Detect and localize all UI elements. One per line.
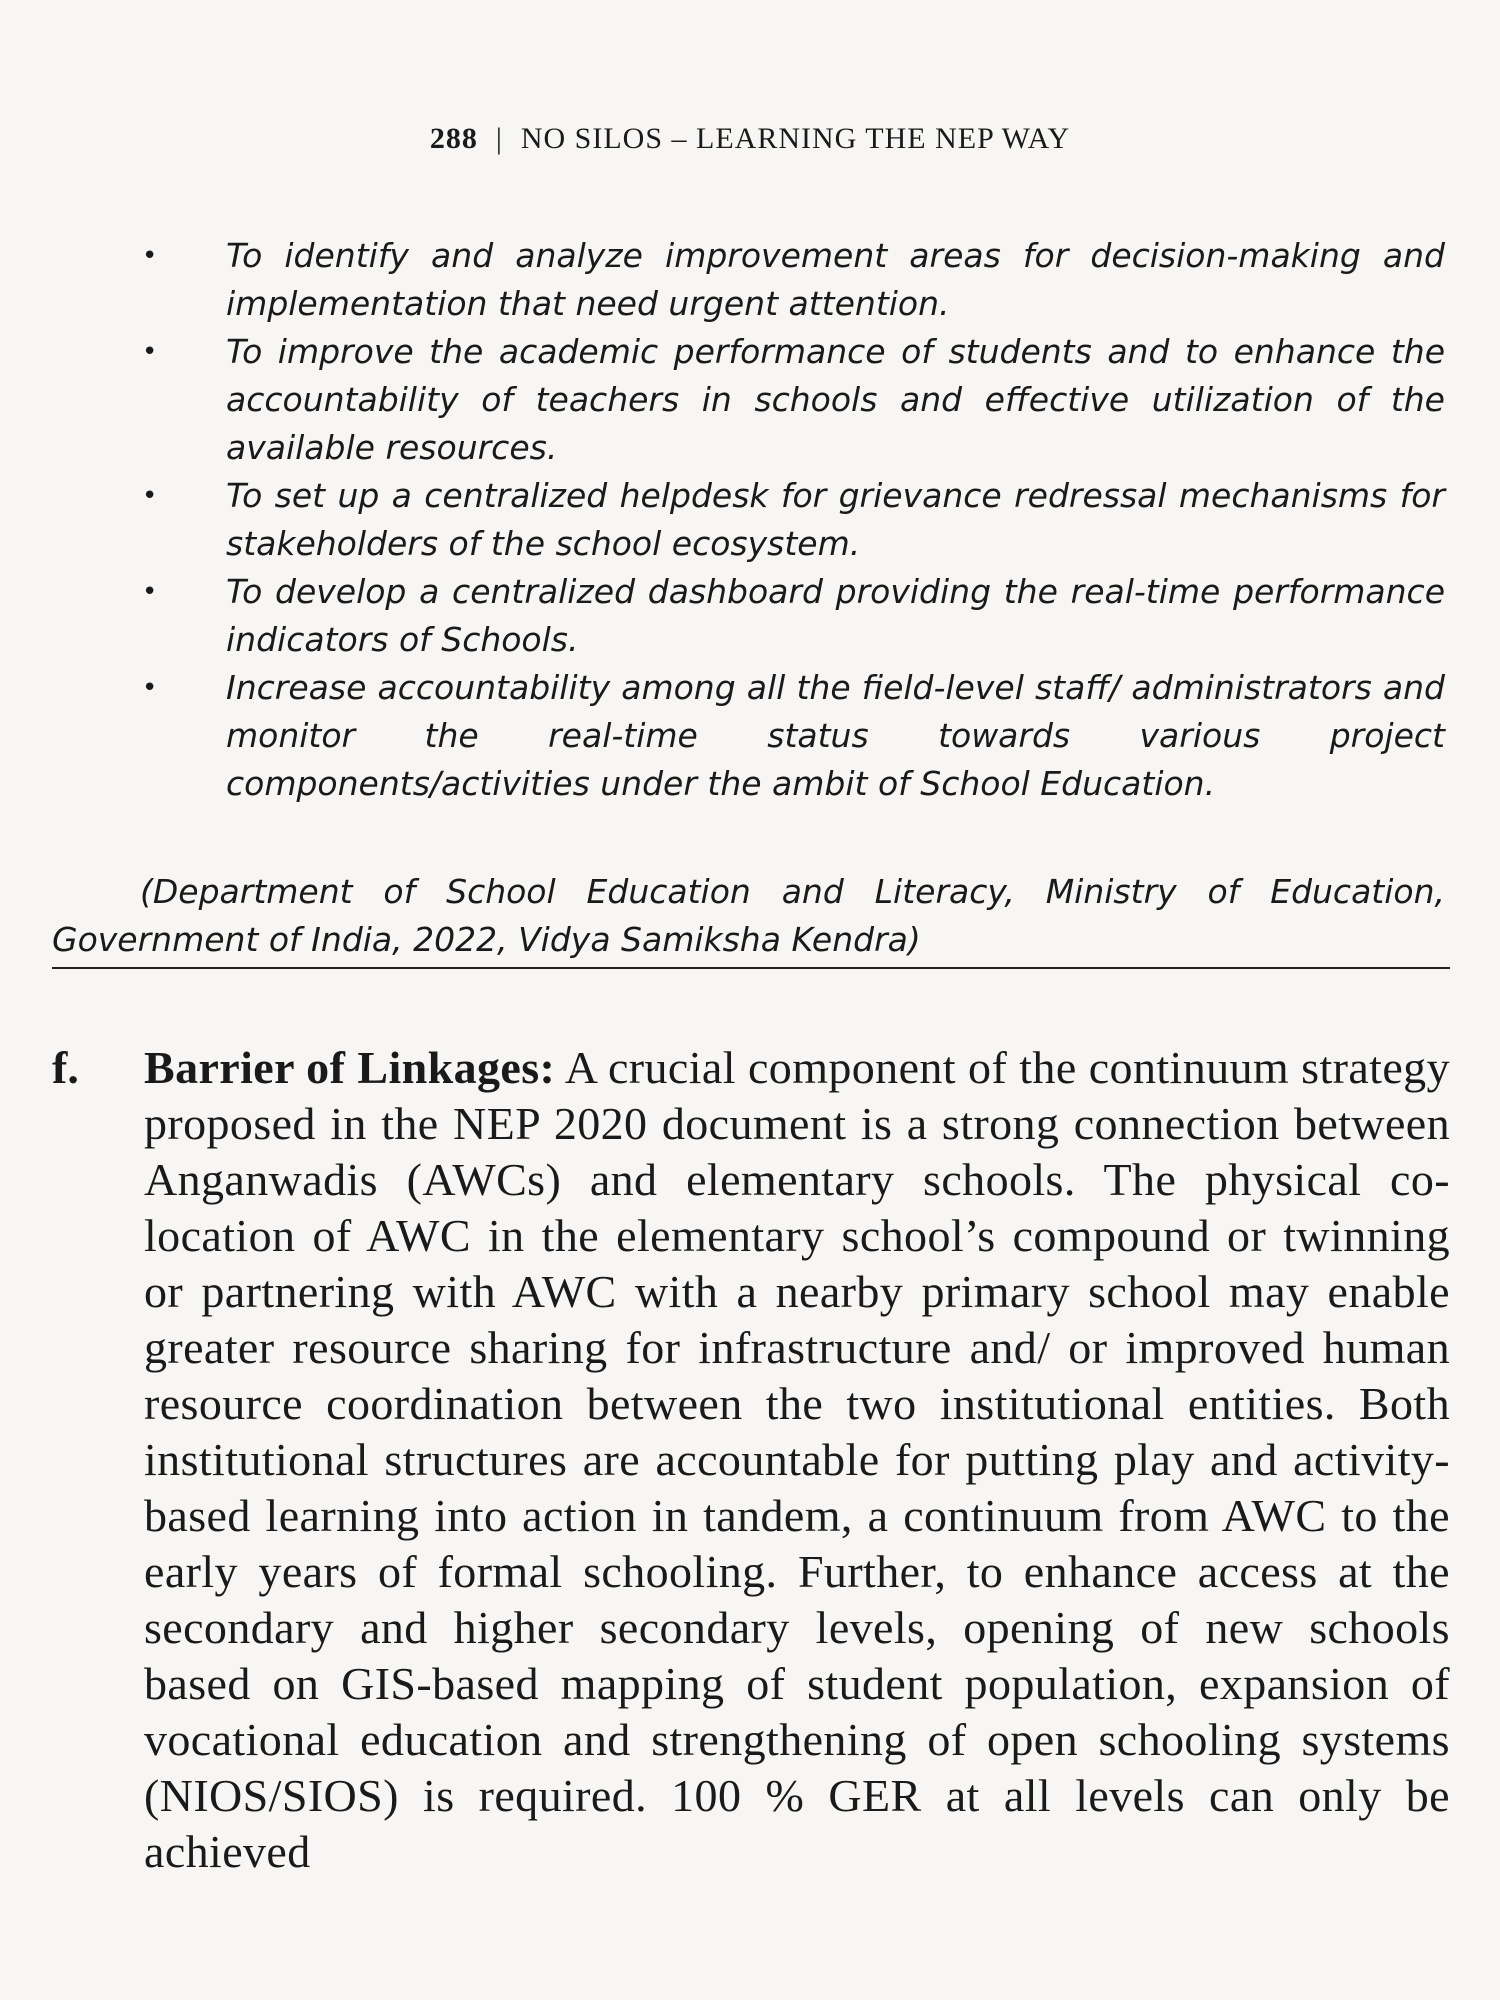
bullet-icon: •: [142, 577, 158, 607]
divider-rule: [52, 967, 1450, 969]
list-item: [140, 328, 1445, 472]
running-header: [0, 122, 1500, 156]
bullet-icon: •: [142, 241, 158, 271]
list-item-text: To identify and analyze improvement areas for decision-making and implementation that need urgent attention.: [226, 236, 1445, 323]
bullet-icon: •: [142, 481, 158, 511]
list-item: [140, 664, 1445, 808]
bullet-icon: •: [142, 673, 158, 703]
header-separator: |: [495, 122, 503, 155]
list-item: [140, 472, 1445, 568]
list-item-text: To set up a centralized helpdesk for grievance redressal mechanisms for stakeholders of the school ecosystem.: [226, 476, 1445, 563]
list-item-text: To improve the academic performance of students and to enhance the accountability of teachers in schools and effective utilization of the available resources.: [226, 332, 1445, 467]
page-number: 288: [429, 122, 478, 155]
list-item: [140, 232, 1445, 328]
section-marker: f.: [52, 1042, 79, 1093]
section-text: A crucial component of the continuum strategy proposed in the NEP 2020 document is a strong connection between Anganwadis (AWCs) and elementary schools. The physical co-location of AWC in the elementary school’s compound or twinning or partnering with AWC with a nearby primary school may enable greater resource sharing for infrastructure and/ or improved human resource coordination between the two institutional entities. Both institutional structures are accountable for putting play and activity-based learning into action in tandem, a continuum from AWC to the early years of formal schooling. Further, to enhance access at the secondary and higher secondary levels, opening of new schools based on GIS-based mapping of student population, expansion of vocational education and strengthening of open schooling systems (NIOS/SIOS) is required. 100 % GER at all levels can only be achieved: [144, 1042, 1450, 1877]
list-item: [140, 568, 1445, 664]
objectives-list: [140, 232, 1445, 808]
section-barrier-of-linkages: [52, 1040, 1450, 1880]
bullet-icon: •: [142, 337, 158, 367]
source-citation: (Department of School Education and Literacy, Ministry of Education, Government of India, 2022, Vidya Samiksha Kendra): [52, 872, 1445, 959]
running-title: NO SILOS – LEARNING THE NEP WAY: [520, 122, 1071, 155]
section-body: [144, 1040, 1450, 1880]
list-item-text: Increase accountability among all the field-level staff/ administrators and monitor the real-time status towards various project components/activities under the ambit of School Education.: [226, 668, 1445, 803]
section-heading: Barrier of Linkages:: [144, 1042, 556, 1093]
list-item-text: To develop a centralized dashboard providing the real-time performance indicators of Schools.: [226, 572, 1445, 659]
